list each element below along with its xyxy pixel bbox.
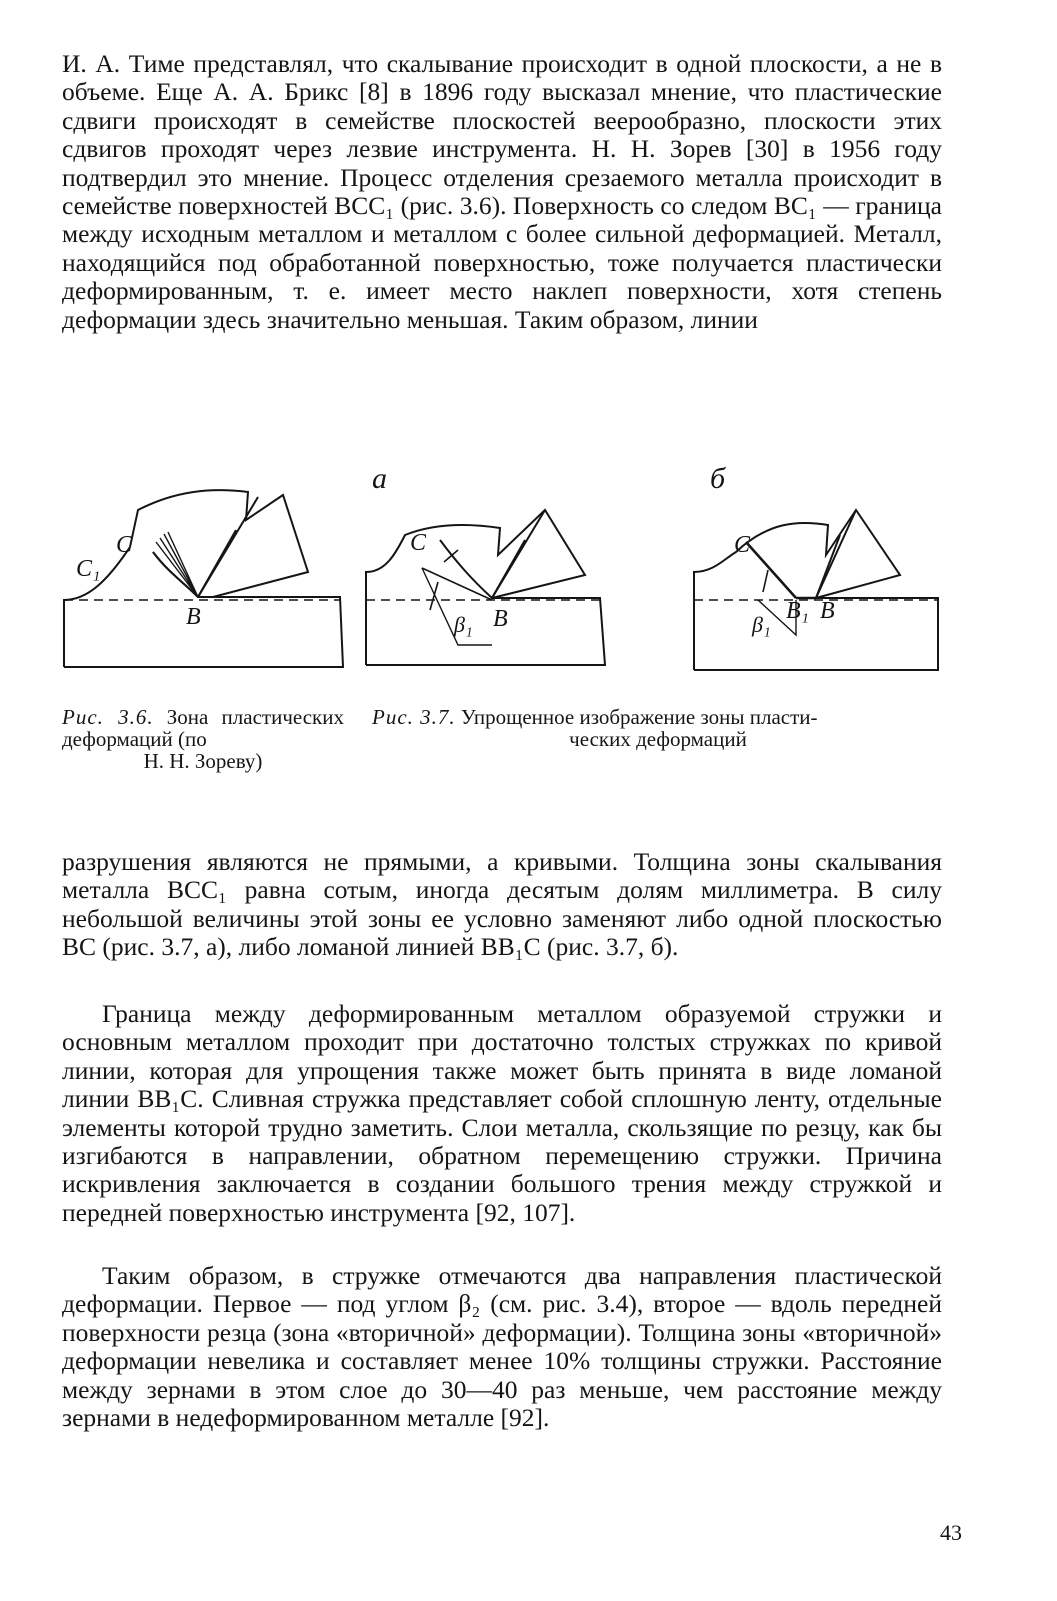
caption-fig-3-7 [372,706,944,750]
figure-letter-b: б [710,462,726,495]
caption-text: Зона пластических деформаций (по [62,705,344,751]
label-c: C [734,532,751,558]
label-beta1: β₁ [752,612,771,637]
caption-text-line-2: Н. Н. Зореву) [143,749,263,773]
paragraph-3: Граница между деформированным металлом образуемой стружки и основным металлом проходит при достаточно толстых стружках по кривой линии, которая для упрощения также может быть принята в виде ломаной линии ВВ₁С. Сливная стружка представляет собой сплошную ленту, отдельные элементы которой трудно заметить. Слои металла, скользящие по резцу, как бы изгибаются в направлении, обратном перемещению стружки. Причина искривления заключается в создании большого трения между стружкой и передней поверхностью инструмента [92, 107]. [62,999,942,1227]
paragraph-4: Таким образом, в стружке отмечаются два направления пластической деформации. Первое — под углом β₂ (см. рис. 3.4), второе — вдоль передней поверхности резца (зона «вторичной» деформации). Толщина зоны «вторичной» деформации невелика и составляет менее 10% толщины стружки. Расстояние между зернами в этом слое до 30—40 раз меньше, чем расстояние между зернами в недеформированном металле [92]. [62,1261,942,1433]
caption-label: Рис. 3.7. [372,705,456,729]
caption-fig-3-6 [62,706,344,772]
caption-text: Упрощенное изображение зоны пласти- [455,705,818,729]
figure-3-7a [360,500,625,670]
label-b1: B₁ [786,598,810,624]
label-beta1: β₁ [454,612,473,637]
figure-3-7b [688,500,948,675]
label-b: B [493,606,508,632]
caption-text-line-2: ческих деформаций [569,727,747,751]
label-c: C [410,530,427,556]
figure-letter-a: а [372,462,387,495]
caption-label: Рис. 3.6. [62,705,154,729]
page-number: 43 [940,1520,962,1545]
label-b: B [820,598,835,624]
label-c: C [116,532,133,558]
label-c1: C₁ [76,556,101,582]
paragraph-2: разрушения являются не прямыми, а кривыми. Толщина зоны скалывания металла ВСС₁ равна сотым, иногда десятым долям миллиметра. В силу небольшой величины этой зоны ее условно заменяют либо одной плоскостью ВС (рис. 3.7, а), либо ломаной линией ВВ₁С (рис. 3.7, б). [62,847,942,962]
paragraph-1: И. А. Тиме представлял, что скалывание происходит в одной плоскости, а не в объеме. Еще А. А. Брикс [8] в 1896 году высказал мнение, что пластические сдвиги происходят в семействе плоскостей веерообразно, плоскости этих сдвигов проходят через лезвие инструмента. Н. Н. Зорев [30] в 1956 году подтвердил это мнение. Процесс отделения срезаемого металла происходит в семействе поверхностей ВСС₁ (рис. 3.6). Поверхность со следом ВС₁ — граница между исходным металлом и металлом с более сильной деформацией. Металл, находящийся под обработанной поверхностью, тоже получается пластически деформированным, т. е. имеет место наклеп поверхности, хотя степень деформации здесь значительно меньшая. Таким образом, линии [62,49,942,334]
label-b: B [186,604,201,630]
figure-3-6 [58,472,348,672]
